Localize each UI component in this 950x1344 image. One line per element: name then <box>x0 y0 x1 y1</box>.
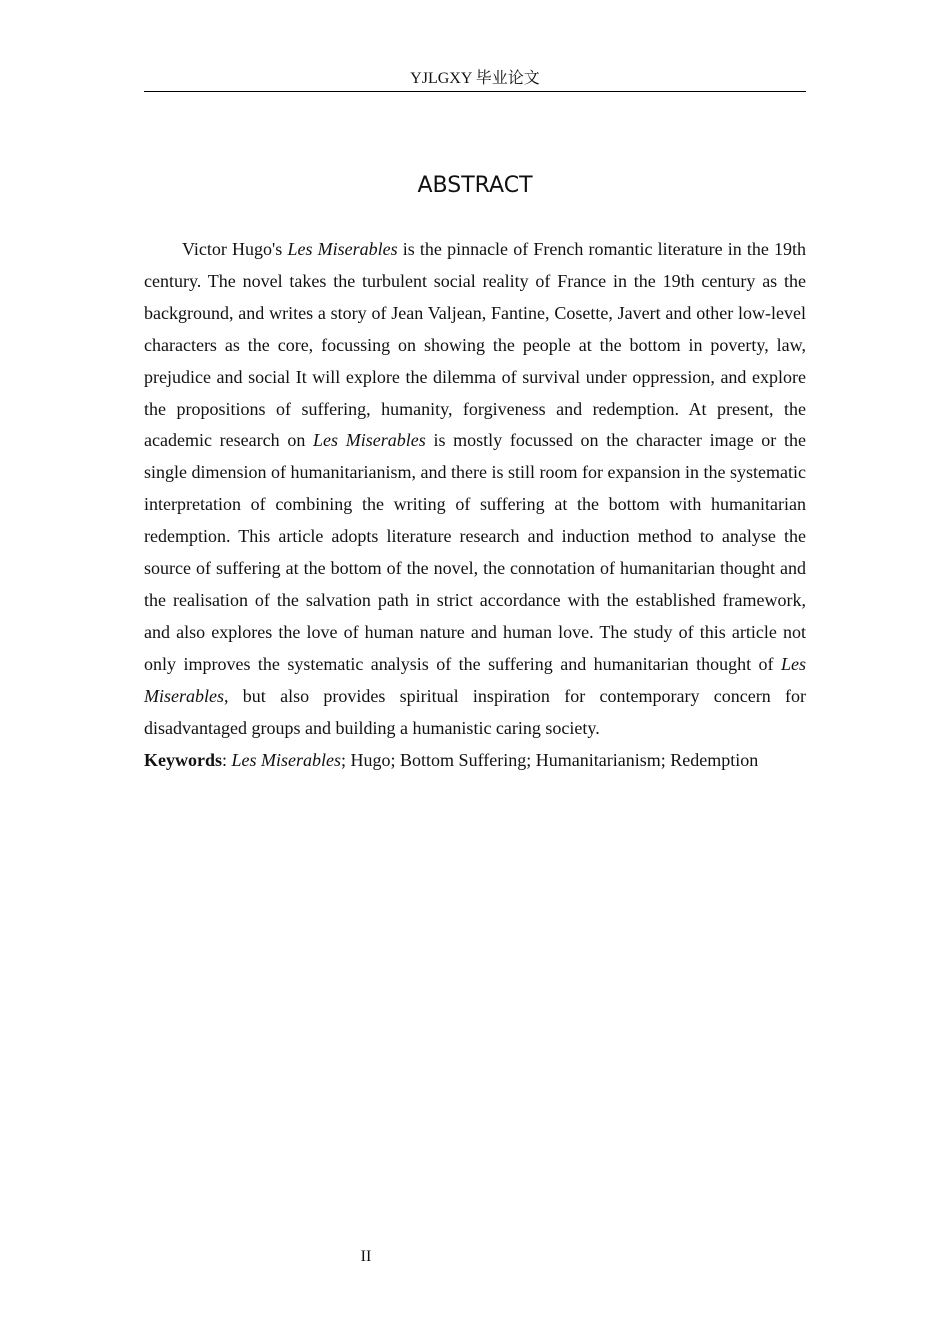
keyword-item: Humanitarianism <box>535 749 661 770</box>
keyword-separator: ; <box>526 749 536 770</box>
keyword-item: Hugo <box>350 749 391 770</box>
abstract-paragraph <box>144 234 806 745</box>
abstract-text: is the pinnacle of French romantic literature in the 19th century. The novel takes the turbulent social reality of France in the 19th century as the background, and writes a story of Jean Valjean, Fantine, Cosette, Javert and other low-level characters as the core, focussing on showing the people at the bottom in poverty, law, prejudice and social It will explore the dilemma of survival under oppression, and explore the propositions of suffering, humanity, forgiveness and redemption. At present, the academic research on <box>144 239 807 451</box>
keyword-item: Bottom Suffering <box>400 749 527 770</box>
book-title: Les Miserables <box>313 430 426 451</box>
abstract-text: is mostly focussed on the character image or the single dimension of humanitarianism, and there is still room for expansion in the systematic interpretation of combining the writing of suffering at the bottom with humanitarian redemption. This article adopts literature research and induction method to analyse the source of suffering at the bottom of the novel, the connotation of humanitarian thought and the realisation of the salvation path in strict accordance with the established framework, and also explores the love of human nature and human love. The study of this article not only improves the systematic analysis of the suffering and humanitarian thought of <box>144 430 806 674</box>
page-number: II <box>360 1248 372 1265</box>
keywords-label: Keywords <box>144 749 222 770</box>
abstract-body <box>144 234 806 776</box>
keywords-colon: : <box>222 749 232 770</box>
keyword-item: Les Miserables <box>231 749 342 770</box>
keyword-separator: ; <box>660 749 671 770</box>
book-title: Les Miserables <box>144 653 806 706</box>
book-title: Les Miserables <box>287 239 398 259</box>
abstract-text: Victor Hugo's <box>182 239 288 259</box>
keywords-line <box>144 745 806 777</box>
header-text: YJLGXY 毕业论文 <box>410 70 540 87</box>
keyword-separator: ; <box>341 749 351 770</box>
page-header <box>144 69 806 92</box>
abstract-text: , but also provides spiritual inspiration for contemporary concern for disadvantaged groups and building a humanistic caring society. <box>144 685 806 738</box>
keyword-item: Redemption <box>670 749 759 770</box>
abstract-title: ABSTRACT <box>417 173 533 198</box>
keyword-separator: ; <box>390 749 401 770</box>
